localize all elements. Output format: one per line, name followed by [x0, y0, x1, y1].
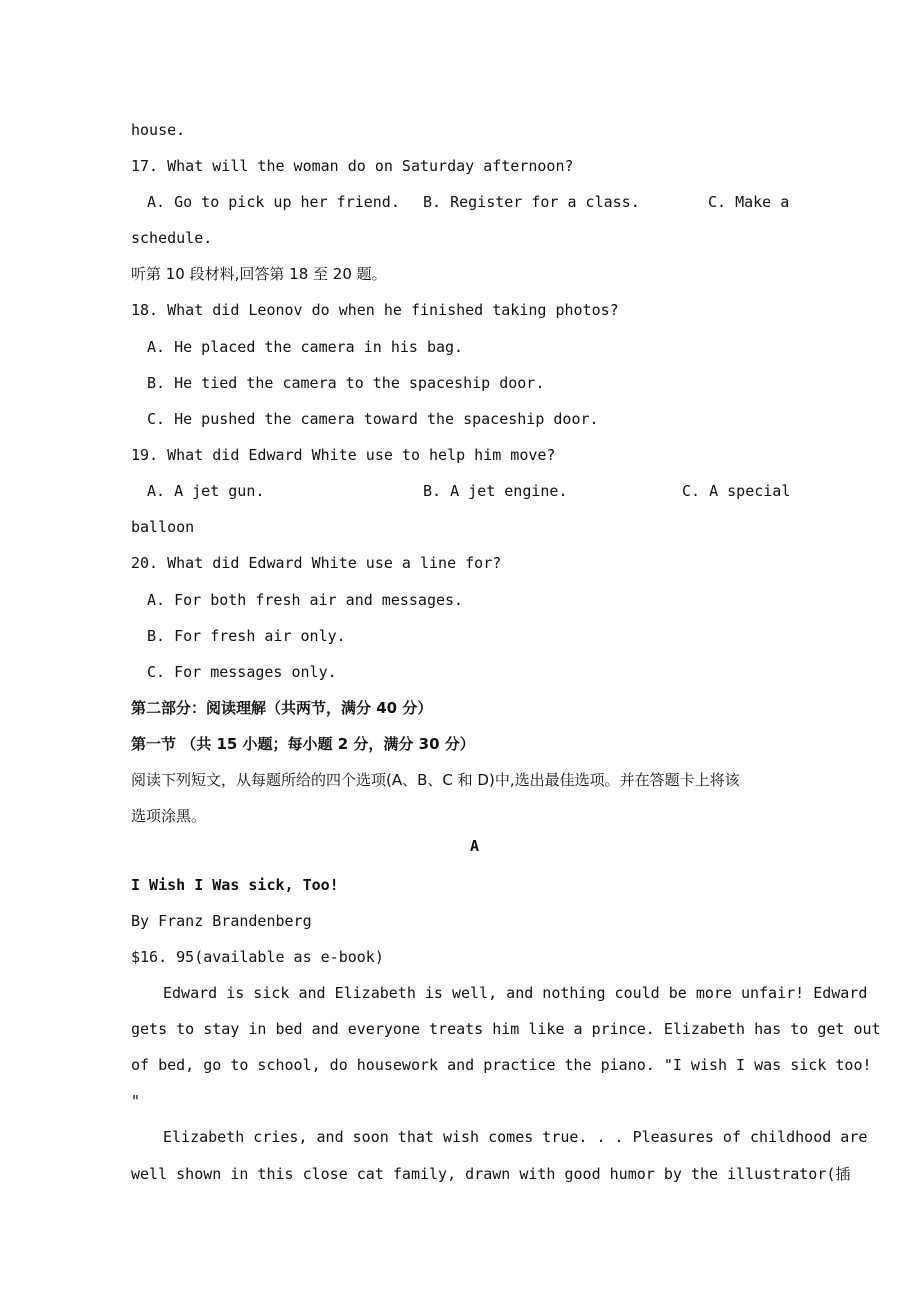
part-heading: 第二部分：阅读理解（共两节，满分 40 分）	[131, 699, 433, 717]
book-title: I Wish I Was sick, Too!	[131, 876, 339, 894]
section-heading: 第一节 （共 15 小题；每小题 2 分，满分 30 分）	[131, 735, 475, 753]
question-20-option-c: C. For messages only.	[147, 663, 337, 681]
text-line: house.	[131, 121, 186, 139]
question-19-option-c-cont: balloon	[131, 518, 195, 536]
instruction-line: 选项涂黑。	[131, 807, 207, 825]
paragraph-line: well shown in this close cat family, drawn with good humor by the illustrator(插	[131, 1165, 851, 1183]
book-price: $16. 95(available as e-book)	[131, 948, 384, 966]
question-18-option-b: B. He tied the camera to the spaceship door.	[147, 374, 545, 392]
question-20-option-b: B. For fresh air only.	[147, 627, 346, 645]
passage-label: A	[470, 837, 480, 855]
question-19-option-b: B. A jet engine.	[423, 482, 568, 500]
paragraph-line: Elizabeth cries, and soon that wish comes true. . . Pleasures of childhood are	[163, 1128, 868, 1146]
question-17-option-b: B. Register for a class.	[423, 193, 640, 211]
question-19-stem: 19. What did Edward White use to help him move?	[131, 446, 556, 464]
book-author: By Franz Brandenberg	[131, 912, 312, 930]
paragraph-line: of bed, go to school, do housework and practice the piano. "I wish I was sick too!	[131, 1056, 872, 1074]
question-18-stem: 18. What did Leonov do when he finished taking photos?	[131, 301, 619, 319]
question-19-option-a: A. A jet gun.	[147, 482, 265, 500]
question-20-option-a: A. For both fresh air and messages.	[147, 591, 464, 609]
question-17-option-c-cont: schedule.	[131, 229, 213, 247]
question-20-stem: 20. What did Edward White use a line for?	[131, 554, 502, 572]
question-18-option-a: A. He placed the camera in his bag.	[147, 338, 464, 356]
paragraph-line: "	[131, 1092, 141, 1110]
question-18-option-c: C. He pushed the camera toward the spaceship door.	[147, 410, 599, 428]
question-17-option-c: C. Make a	[708, 193, 790, 211]
question-19-option-c: C. A special	[682, 482, 791, 500]
question-17-stem: 17. What will the woman do on Saturday afternoon?	[131, 157, 574, 175]
section-instruction: 听第 10 段材料,回答第 18 至 20 题。	[131, 265, 387, 283]
instruction-line: 阅读下列短文，从每题所给的四个选项(A、B、C 和 D)中,选出最佳选项。并在答题卡上将该	[131, 771, 740, 789]
paragraph-line: gets to stay in bed and everyone treats him like a prince. Elizabeth has to get out	[131, 1020, 881, 1038]
question-17-option-a: A. Go to pick up her friend.	[147, 193, 400, 211]
paragraph-line: Edward is sick and Elizabeth is well, and nothing could be more unfair! Edward	[163, 984, 868, 1002]
